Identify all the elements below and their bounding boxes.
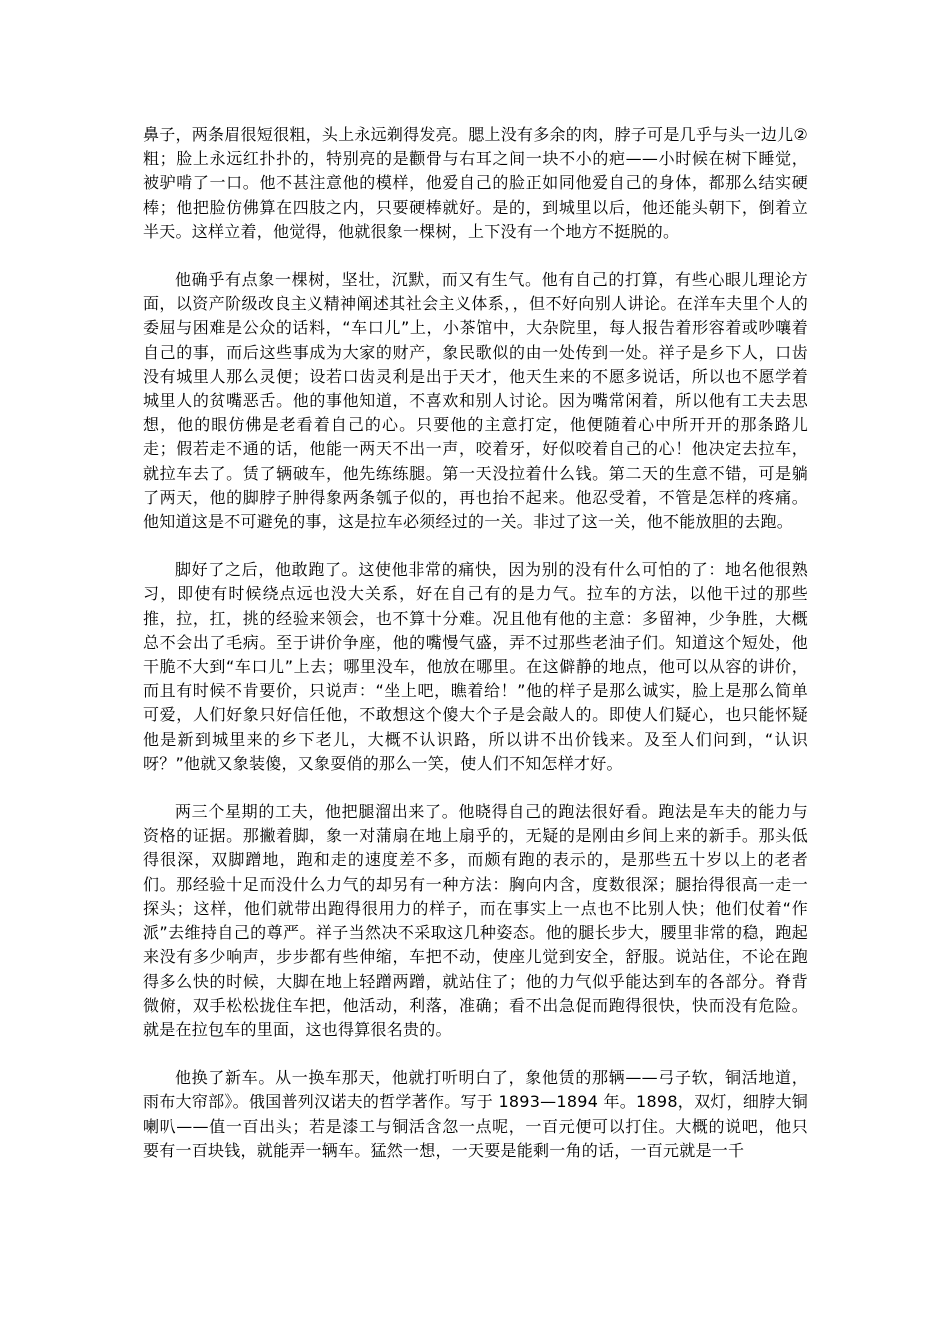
paragraph-3: 脚好了之后，他敢跑了。这使他非常的痛快，因为别的没有什么可怕的了：地名他很熟习，即使有时候绕点远也没大关系，好在自己有的是力气。拉车的方法，以他干过的那些推，拉，扛，挑的经验来领会，也不算十分难。况且他有他的主意：多留神，少争胜，大概总不会出了毛病。至于讲价争座，他的嘴慢气盛，弄不过那些老油子们。知道这个短处，他干脆不大到“车口儿”上去；哪里没车，他放在哪里。在这僻静的地点，他可以从容的讲价，而且有时候不肯要价，只说声：“坐上吧，瞧着给！”他的样子是那么诚实，脸上是那么简单可爱，人们好象只好信任他，不敢想这个傻大个子是会敲人的。即使人们疑心，也只能怀疑他是新到城里来的乡下老儿，大概不认识路，所以讲不出价钱来。及至人们问到，“认识呀？”他就又象装傻，又象耍俏的那么一笑，使人们不知怎样才好。 xyxy=(143,560,808,773)
paragraph-4: 两三个星期的工夫，他把腿溜出来了。他晓得自己的跑法很好看。跑法是车夫的能力与资格的证据。那撇着脚，象一对蒲扇在地上扇乎的，无疑的是刚由乡间上来的新手。那头低得很深，双脚蹭地，跑和走的速度差不多，而颇有跑的表示的，是那些五十岁以上的老者们。那经验十足而没什么力气的却另有一种方法：胸向内含，度数很深；腿抬得很高一走一探头；这样，他们就带出跑得很用力的样子，而在事实上一点也不比别人快；他们仗着“作派”去维持自己的尊严。祥子当然决不采取这几种姿态。他的腿长步大，腰里非常的稳，跑起来没有多少响声，步步都有些伸缩，车把不动，使座儿觉到安全，舒服。说站住，不论在跑得多么快的时候，大脚在地上轻蹭两蹭，就站住了；他的力气似乎能达到车的各部分。脊背微俯，双手松松拢住车把，他活动，利落，准确；看不出急促而跑得很快，快而没有危险。就是在拉包车的里面，这也得算很名贵的。 xyxy=(143,802,808,1039)
paragraph-5: 他换了新车。从一换车那天，他就打听明白了，象他赁的那辆——弓子软，铜活地道，雨布大帘部》。俄国普列汉诺夫的哲学著作。写于 1893—1894 年。1898，双灯，细脖大铜喇叭——值一百出头；若是漆工与铜活含忽一点呢，一百元便可以打住。大概的说吧，他只要有一百块钱，就能弄一辆车。猛然一想，一天要是能剩一角的话，一百元就是一千 xyxy=(143,1068,808,1160)
text-body xyxy=(143,123,808,1163)
paragraph-2: 他确乎有点象一棵树，坚壮，沉默，而又有生气。他有自己的打算，有些心眼儿理论方面，以资产阶级改良主义精神阐述其社会主义体系，，但不好向别人讲论。在洋车夫里个人的委屈与困难是公众的话料，“车口儿”上，小茶馆中，大杂院里，每人报告着形容着或吵嚷着自己的事，而后这些事成为大家的财产，象民歌似的由一处传到一处。祥子是乡下人，口齿没有城里人那么灵便；设若口齿灵利是出于天才，他天生来的不愿多说话，所以也不愿学着城里人的贫嘴恶舌。他的事他知道，不喜欢和别人讨论。因为嘴常闲着，所以他有工夫去思想，他的眼仿佛是老看着自己的心。只要他的主意打定，他便随着心中所开开的那条路儿走；假若走不通的话，他能一两天不出一声，咬着牙，好似咬着自己的心！他决定去拉车，就拉车去了。赁了辆破车，他先练练腿。第一天没拉着什么钱。第二天的生意不错，可是躺了两天，他的脚脖子肿得象两条瓠子似的，再也抬不起来。他忍受着，不管是怎样的疼痛。他知道这是不可避免的事，这是拉车必须经过的一关。非过了这一关，他不能放胆的去跑。 xyxy=(143,270,808,532)
paragraph-1: 鼻子，两条眉很短很粗，头上永远剃得发亮。腮上没有多余的肉，脖子可是几乎与头一边儿②粗；脸上永远红扑扑的，特别亮的是颧骨与右耳之间一块不小的疤——小时候在树下睡觉，被驴啃了一口。他不甚注意他的模样，他爱自己的脸正如同他爱自己的身体，都那么结实硬棒；他把脸仿佛算在四肢之内，只要硬棒就好。是的，到城里以后，他还能头朝下，倒着立半天。这样立着，他觉得，他就很象一棵树，上下没有一个地方不挺脱的。 xyxy=(143,125,808,241)
